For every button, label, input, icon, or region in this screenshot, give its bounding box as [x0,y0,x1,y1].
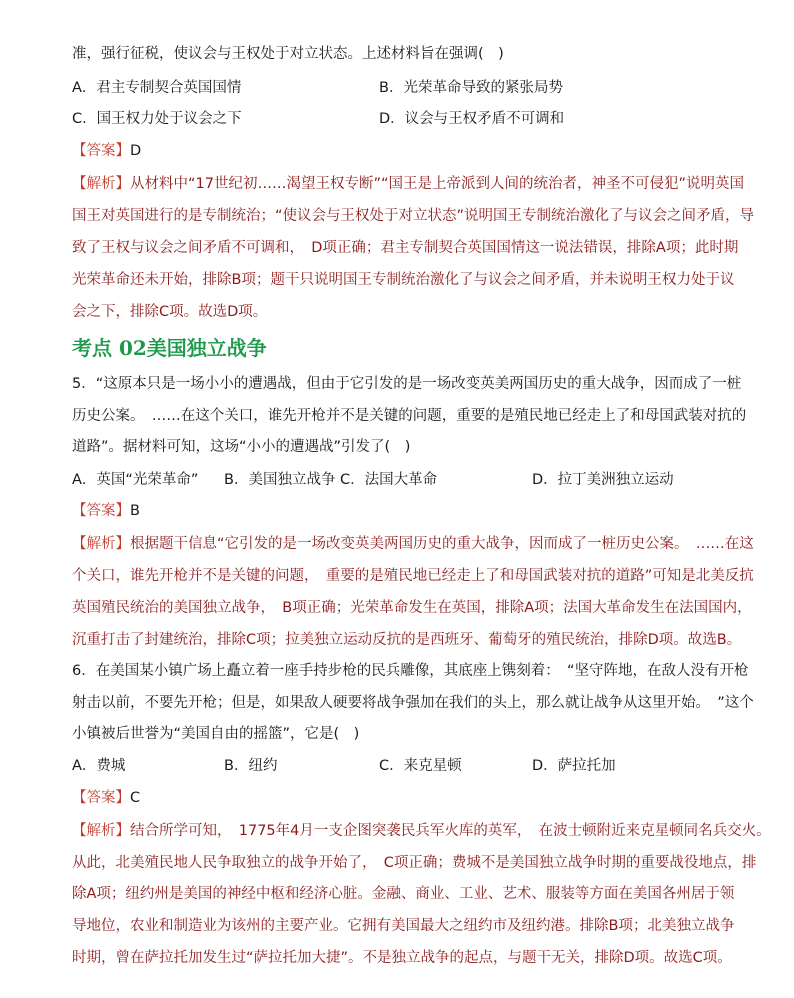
q5-analysis-line: 个关口，谁先开枪并不是关键的问题， 重要的是殖民地已经走上了和母国武装对抗的道路”可知是北美反抗 [72,568,754,584]
q4-option-c: C．国王权力处于议会之下 [72,111,242,127]
answer-value: C [130,790,141,806]
q6-option-a: A．费城 [72,758,126,774]
q5-option-d: D．拉丁美洲独立运动 [532,472,674,488]
q4-analysis-line: 致了王权与议会之间矛盾不可调和， D项正确；君主专制契合英国国情这一说法错误，排除A项；此时期 [72,240,739,256]
q5-answer [72,501,140,521]
answer-value: D [130,143,142,159]
section-heading: 考点 02美国独立战争 [72,336,267,360]
q6-analysis-line: 从此，北美殖民地人民争取独立的战争开始了， C项正确；费城不是美国独立战争时期的重要战役地点，排 [72,855,757,871]
q4-analysis-line: 会之下，排除C项。故选D项。 [72,304,268,320]
q6-answer [72,788,140,808]
analysis-label: 【解析】 [72,536,130,552]
q6-analysis-line: 时期，曾在萨拉托加发生过“萨拉托加大捷”。不是独立战争的起点，与题干无关，排除D项。故选C项。 [72,950,732,966]
q4-answer [72,141,141,161]
q5-stem-line: 道路”。据材料可知，这场“小小的遭遇战”引发了( ) [72,439,411,455]
answer-value: B [130,503,140,519]
answer-label: 【答案】 [72,790,130,806]
q6-analysis-line: 除A项；纽约州是美国的神经中枢和经济心脏。金融、商业、工业、艺术、服装等方面在美国各州居于领 [72,886,735,902]
q5-analysis-line: 【解析】根据题干信息“它引发的是一场改变英美两国历史的重大战争，因而成了一桩历史公案。 ……在这 [72,536,754,552]
q4-option-b: B．光荣革命导致的紧张局势 [379,80,563,96]
q4-option-a: A．君主专制契合英国国情 [72,80,242,96]
q6-option-d: D．萨拉托加 [532,758,616,774]
q4-stem-tail: 准，强行征税，使议会与王权处于对立状态。上述材料旨在强调( ) [72,46,504,62]
q4-analysis-line: 国王对英国进行的是专制统治；“使议会与王权处于对立状态”说明国王专制统治激化了与议会之间矛盾，导 [72,208,755,224]
q6-analysis-line: 【解析】结合所学可知， 1775年4月一支企图突袭民兵军火库的英军， 在波士顿附近来克星顿同名兵交火。 [72,823,771,839]
q6-option-c: C．来克星顿 [379,758,462,774]
q6-option-b: B．纽约 [224,758,278,774]
q6-analysis-line: 导地位，农业和制造业为该州的主要产业。它拥有美国最大之纽约市及纽约港。排除B项；北美独立战争 [72,918,735,934]
analysis-label: 【解析】 [72,823,130,839]
answer-label: 【答案】 [72,143,130,159]
answer-label: 【答案】 [72,503,130,519]
q4-option-d: D．议会与王权矛盾不可调和 [379,111,565,127]
q4-analysis-line: 【解析】从材料中“17世纪初……渴望王权专断”“国王是上帝派到人间的统治者，神圣不可侵犯”说明英国 [72,176,744,192]
q5-stem-line: 5．“这原本只是一场小小的遭遇战，但由于它引发的是一场改变英美两国历史的重大战争，因而成了一桩 [72,376,742,392]
q5-analysis-line: 沉重打击了封建统治，排除C项；拉美独立运动反抗的是西班牙、葡萄牙的殖民统治，排除D项。故选B。 [72,632,742,648]
q5-analysis-line: 英国殖民统治的美国独立战争， B项正确；光荣革命发生在英国，排除A项；法国大革命发生在法国国内， [72,600,752,616]
q6-stem-line: 射击以前，不要先开枪；但是，如果敌人硬要将战争强加在我们的头上，那么就让战争从这里开始。 ”这个 [72,695,754,711]
q6-stem-line: 6．在美国某小镇广场上矗立着一座手持步枪的民兵雕像，其底座上镌刻着： “坚守阵地，在敌人没有开枪 [72,663,749,679]
q5-stem-line: 历史公案。 ……在这个关口，谁先开枪并不是关键的问题，重要的是殖民地已经走上了和母国武装对抗的 [72,408,747,424]
q4-analysis-line: 光荣革命还未开始，排除B项；题干只说明国王专制统治激化了与议会之间矛盾，并未说明王权力处于议 [72,272,735,288]
q5-option-a: A．英国“光荣革命” [72,472,199,488]
analysis-label: 【解析】 [72,176,130,192]
q5-option-bc: B．美国独立战争 C．法国大革命 [224,472,438,488]
q6-stem-line: 小镇被后世誉为“美国自由的摇篮”，它是( ) [72,726,360,742]
